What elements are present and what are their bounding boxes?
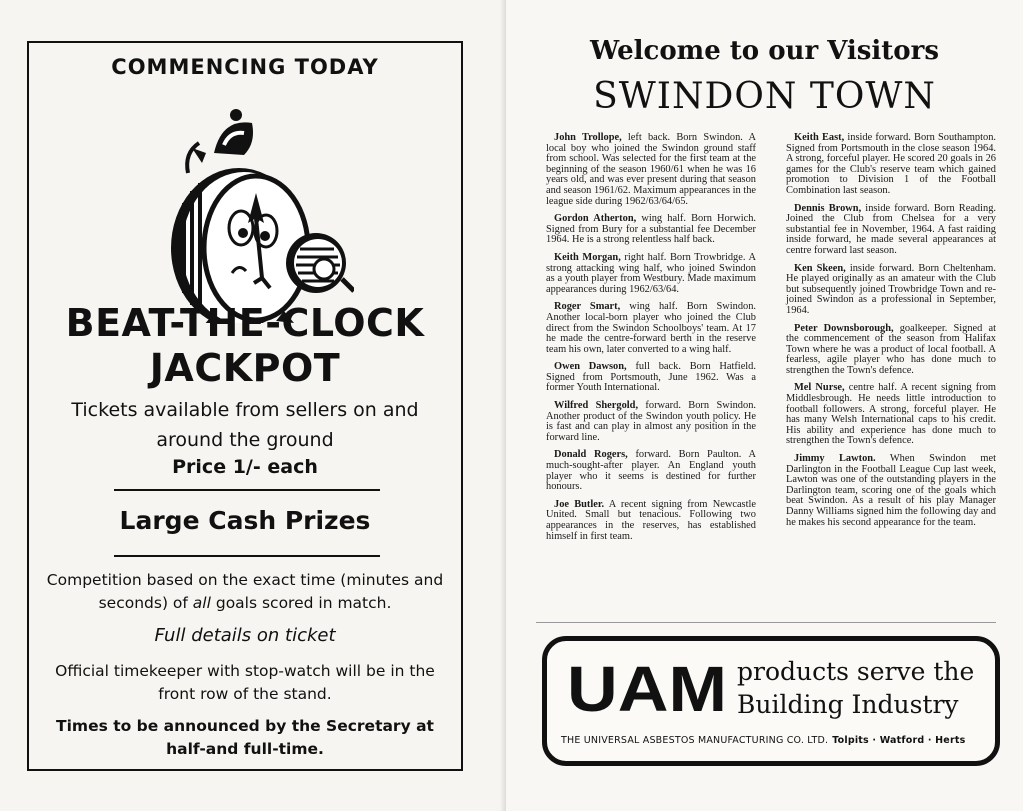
- uam-advert: [542, 636, 1000, 766]
- player-name: Gordon Atherton,: [554, 213, 637, 225]
- player-name: Jimmy Lawton.: [794, 453, 876, 465]
- player-bio: [786, 204, 996, 257]
- player-bios: [546, 133, 996, 613]
- competition-emphasis: all: [192, 594, 211, 612]
- ad-competition-text: [39, 569, 451, 615]
- player-name: Keith Morgan,: [554, 251, 621, 263]
- player-bio: [546, 214, 756, 246]
- alarm-clock-illustration: [144, 93, 354, 323]
- player-description: right half. Born Trowbridge. A strong attacking wing half, who joined Swindon as a youth player from Westbury. Made maximum appearances during 1962/63/64.: [546, 251, 756, 295]
- player-description: forward. Born Paulton. A much-sought-after player. An England youth player who it seems is destined for further honours.: [546, 449, 757, 493]
- player-name: Donald Rogers,: [554, 449, 628, 461]
- player-description: wing half. Born Swindon. Another local-born player who joined the Club direct from the Swindon Schoolboys' team. At 17 he made the centre-forward berth in the reserve team his own, later converted to a wing half.: [546, 301, 756, 355]
- divider-rule: [114, 489, 380, 491]
- player-description: left back. Born Swindon. A local boy who joined the Swindon ground staff from school. Was selected for the first team at the beginning of the season 1960/61 when he was 16 years old, and was ever present during that season and season 1961/62. Maximum appearances in the league side during 1962/63/64/65.: [546, 132, 757, 207]
- section-divider: [536, 622, 996, 623]
- player-description: full back. Born Hatfield. Signed from Portsmouth, June 1962. Was a former Youth International.: [546, 361, 756, 394]
- player-bio: [546, 401, 756, 443]
- player-description: goalkeeper. Signed at the commencement of the season from Halifax Town where he was a product of local football. A fearless, agile player who has done much to strengthen the Town's defence.: [786, 322, 996, 376]
- ad-times-text: Times to be announced by the Secretary at half-and full-time.: [56, 717, 434, 758]
- club-title: SWINDON TOWN: [593, 76, 936, 117]
- player-bio: [546, 450, 756, 492]
- player-name: Wilfred Shergold,: [554, 400, 639, 412]
- player-bio: [786, 324, 996, 377]
- player-bio: [786, 264, 996, 317]
- competition-prefix: Competition based on the exact time (minutes and seconds) of: [46, 571, 444, 612]
- player-name: Dennis Brown,: [794, 202, 862, 214]
- uam-places: Tolpits · Watford · Herts: [832, 735, 966, 746]
- player-name: Keith East,: [794, 132, 845, 143]
- player-bio: [546, 253, 756, 295]
- right-page: [506, 0, 1023, 811]
- player-description: inside forward. Born Southampton. Signed from Portsmouth in the close season 1964. A strong, forceful player. He scored 20 goals in 26 games for the Club's reserve team which gained promotion to Division 1 of the Football Combination last season.: [786, 132, 996, 196]
- player-name: Mel Nurse,: [794, 382, 845, 394]
- ad-title-line1: BEAT-THE-CLOCK: [65, 301, 425, 345]
- player-description: When Swindon met Darlington in the Football League Cup last week, Lawton was one of the outstanding players in the Darlington team, scoring one of the goals which beat Swindon. As a result of his play Manager Danny Williams signed him the following day and he makes his second appearance for the team.: [786, 453, 996, 528]
- player-description: forward. Born Swindon. Another product of the Swindon youth policy. He is fast and can play in almost any position in the forward line.: [546, 400, 756, 443]
- player-description: centre half. A recent signing from Middlesbrough. He needs little introduction to football followers. A strong, forceful player. He has many Welsh International caps to his credit. His ability and experience has done much to strengthen the Town's defence.: [786, 382, 996, 447]
- player-bio: [786, 133, 996, 197]
- player-name: Roger Smart,: [554, 301, 621, 313]
- ad-tickets-text: Tickets available from sellers on and around the ground: [71, 399, 419, 451]
- competition-suffix: goals scored in match.: [210, 594, 392, 612]
- player-description: wing half. Born Horwich. Signed from Bury for a substantial fee December 1964. He is a strong relentless half back.: [546, 213, 756, 246]
- ad-official-text: Official timekeeper with stop-watch will be in the front row of the stand.: [55, 662, 435, 703]
- ad-price: Price 1/- each: [172, 456, 318, 478]
- player-bio: [546, 362, 756, 394]
- uam-tagline-line2: Building Industry: [737, 690, 959, 719]
- player-description: A recent signing from Newcastle United. Small but tenacious. Following two appearances in the reserves, has established himself in first team.: [546, 498, 756, 542]
- player-name: Joe Butler.: [554, 498, 605, 510]
- player-name: John Trollope,: [554, 132, 622, 143]
- player-bio: [786, 383, 996, 447]
- bio-column-left: [546, 133, 756, 549]
- uam-logo-text: UAM: [567, 663, 727, 713]
- ad-title-line2: JACKPOT: [149, 346, 341, 390]
- player-bio: [786, 454, 996, 528]
- player-bio: [546, 500, 756, 542]
- ad-heading: COMMENCING TODAY: [111, 55, 379, 79]
- player-bio: [546, 302, 756, 355]
- uam-tagline-line1: products serve the: [737, 657, 975, 686]
- player-name: Owen Dawson,: [554, 361, 627, 373]
- left-page: [0, 0, 506, 811]
- welcome-heading: Welcome to our Visitors: [590, 36, 939, 66]
- player-description: inside forward. Born Reading. Joined the Club from Chelsea for a very substantial fee in November, 1964. A fast raiding inside forward, he made several appearances at centre forward last season.: [786, 202, 996, 256]
- beat-the-clock-ad: [27, 41, 463, 771]
- divider-rule: [114, 555, 380, 557]
- ad-prizes: Large Cash Prizes: [119, 506, 371, 535]
- player-name: Ken Skeen,: [794, 262, 846, 274]
- uam-company-line: [561, 735, 965, 746]
- uam-company: THE UNIVERSAL ASBESTOS MANUFACTURING CO. LTD.: [561, 735, 829, 746]
- bio-column-right: [786, 133, 996, 535]
- ad-full-details: Full details on ticket: [154, 625, 336, 646]
- player-description: inside forward. Born Cheltenham. He played originally as an amateur with the Club but subsequently joined Trowbridge Town and re-joined Swindon as a professional in September, 1964.: [786, 262, 996, 316]
- uam-logo: [567, 663, 763, 713]
- player-name: Peter Downsborough,: [794, 322, 894, 334]
- player-bio: [546, 133, 756, 207]
